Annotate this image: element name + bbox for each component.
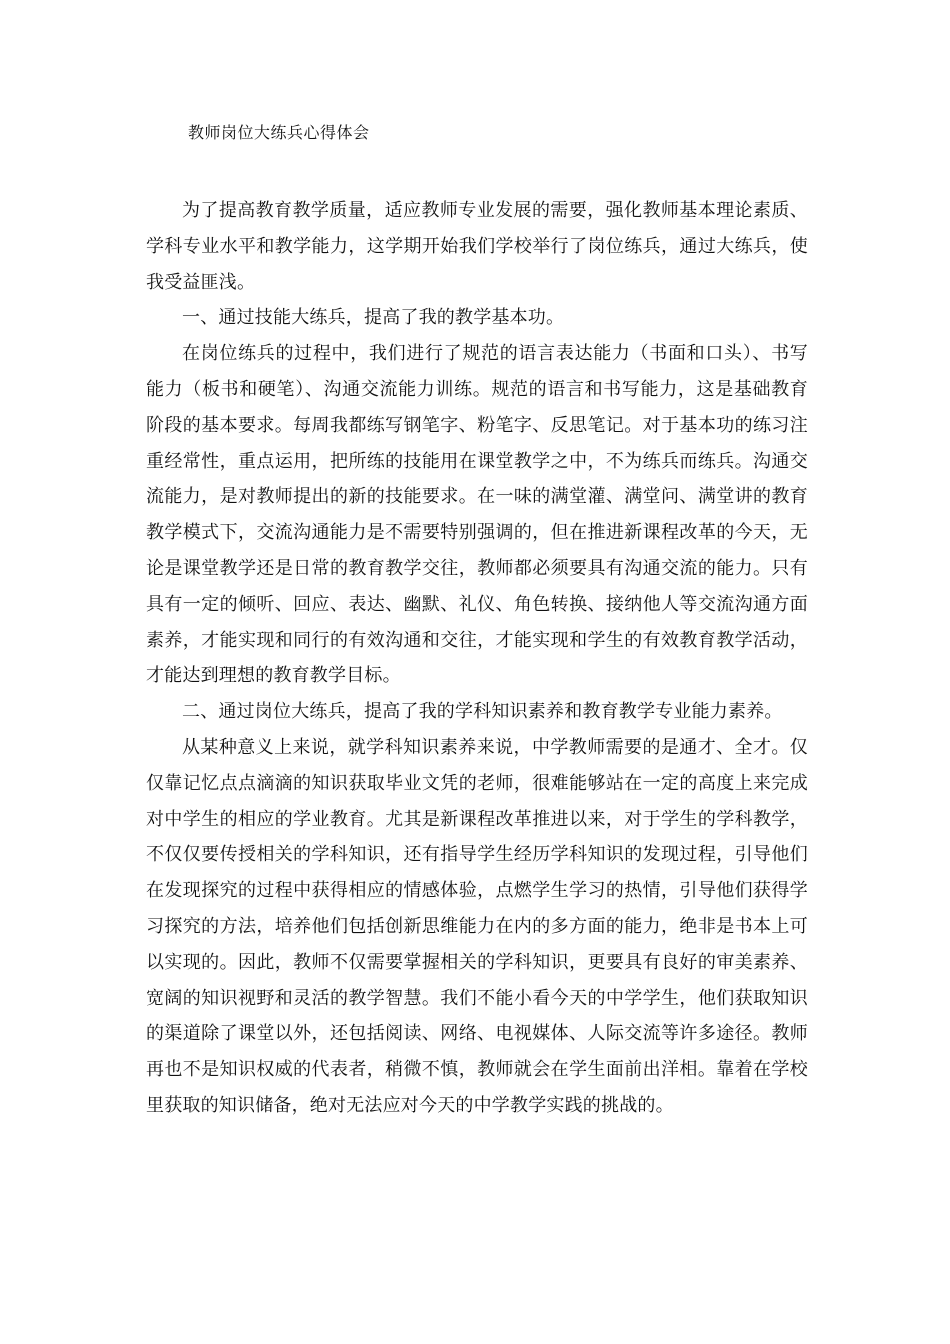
paragraph-section-2: 从某种意义上来说，就学科知识素养来说，中学教师需要的是通才、全才。仅仅靠记忆点点滴滴的知识获取毕业文凭的老师，很难能够站在一定的高度上来完成对中学生的相应的学业教育。尤其是新课程改革推进以来，对于学生的学科教学，不仅仅要传授相关的学科知识，还有指导学生经历学科知识的发现过程，引导他们在发现探究的过程中获得相应的情感体验，点燃学生学习的热情，引导他们获得学习探究的方法，培养他们包括创新思维能力在内的多方面的能力，绝非是书本上可以实现的。因此，教师不仅需要掌握相关的学科知识，更要具有良好的审美素养、宽阔的知识视野和灵活的教学智慧。我们不能小看今天的中学学生，他们获取知识的渠道除了课堂以外，还包括阅读、网络、电视媒体、人际交流等许多途径。教师再也不是知识权威的代表者，稍微不慎，教师就会在学生面前出洋相。靠着在学校里获取的知识储备，绝对无法应对今天的中学教学实践的挑战的。 (146, 736, 808, 1116)
section-heading-2: 二、通过岗位大练兵，提高了我的学科知识素养和教育教学专业能力素养。 (182, 701, 783, 723)
section-heading-1: 一、通过技能大练兵，提高了我的教学基本功。 (182, 307, 565, 329)
document-title: 教师岗位大练兵心得体会 (188, 123, 370, 142)
paragraph-intro: 为了提高教育教学质量，适应教师专业发展的需要，强化教师基本理论素质、学科专业水平和教学能力，这学期开始我们学校举行了岗位练兵，通过大练兵，使我受益匪浅。 (146, 200, 808, 293)
paragraph-section-1: 在岗位练兵的过程中，我们进行了规范的语言表达能力（书面和口头）、书写能力（板书和硬笔）、沟通交流能力训练。规范的语言和书写能力，这是基础教育阶段的基本要求。每周我都练写钢笔字、粉笔字、反思笔记。对于基本功的练习注重经常性，重点运用，把所练的技能用在课堂教学之中，不为练兵而练兵。沟通交流能力，是对教师提出的新的技能要求。在一味的满堂灌、满堂问、满堂讲的教育教学模式下，交流沟通能力是不需要特别强调的，但在推进新课程改革的今天，无论是课堂教学还是日常的教育教学交往，教师都必须要具有沟通交流的能力。只有具有一定的倾听、回应、表达、幽默、礼仪、角色转换、接纳他人等交流沟通方面素养，才能实现和同行的有效沟通和交往，才能实现和学生的有效教育教学活动，才能达到理想的教育教学目标。 (146, 343, 808, 687)
document-body (146, 193, 808, 1124)
